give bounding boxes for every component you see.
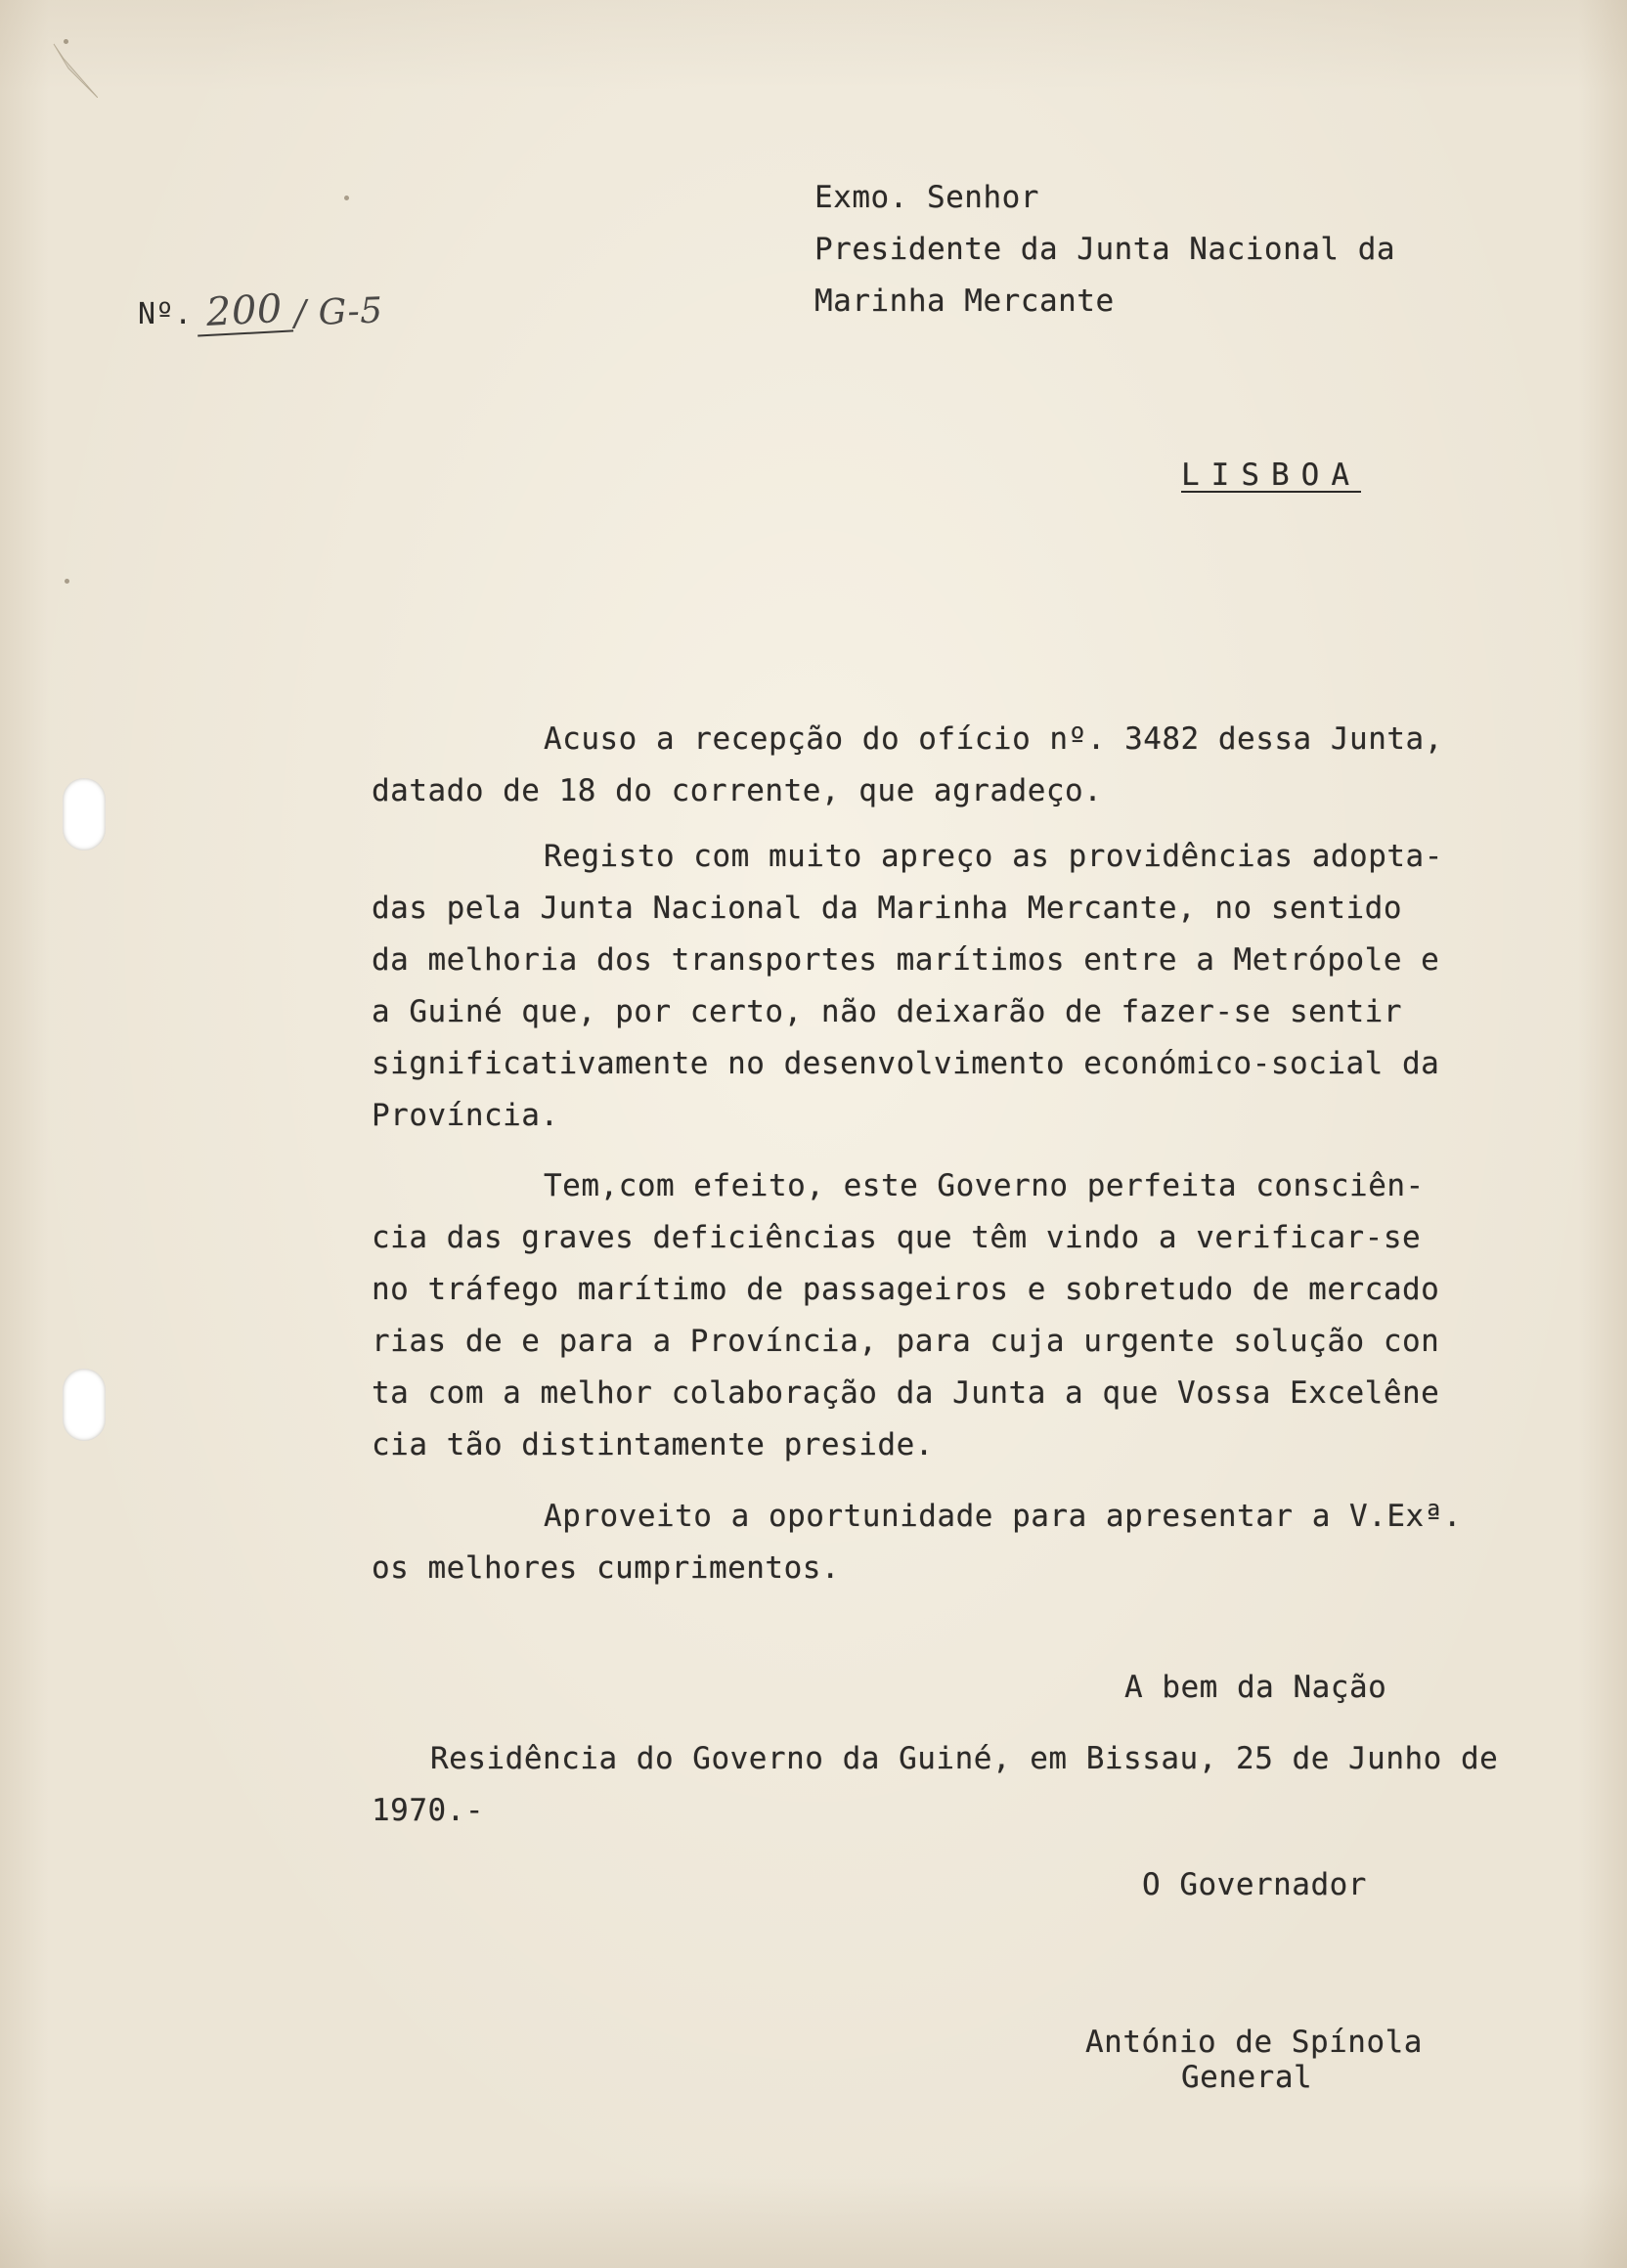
body-line: Acuso a recepção do ofício nº. 3482 dessa Junta,: [544, 721, 1443, 757]
reference-label: Nº.: [138, 297, 193, 331]
reference-number: [138, 284, 382, 344]
reference-handwritten-number: 200: [196, 286, 293, 336]
body-line: rias de e para a Província, para cuja urgente solução con: [372, 1324, 1440, 1359]
body-line: da melhoria dos transportes marítimos entre a Metrópole e: [372, 942, 1440, 978]
place-date-line: 1970.-: [372, 1793, 484, 1828]
reference-handwritten-suffix: / G-5: [292, 290, 383, 334]
body-line: Tem,com efeito, este Governo perfeita consciên-: [544, 1168, 1425, 1203]
paper-speck: [65, 579, 69, 584]
body-line: cia tão distintamente preside.: [372, 1427, 934, 1462]
signatory-name: António de Spínola: [1085, 2025, 1423, 2060]
place-date-line: Residência do Governo da Guiné, em Bissau, 25 de Junho de: [430, 1741, 1499, 1776]
body-line: Registo com muito apreço as providências adopta-: [544, 839, 1443, 874]
body-line: ta com a melhor colaboração da Junta a que Vossa Excelêne: [372, 1375, 1440, 1411]
punch-hole-lower: [63, 1369, 106, 1441]
body-line: significativamente no desenvolvimento económico-social da: [372, 1046, 1440, 1081]
addressee-line: Exmo. Senhor: [814, 180, 1039, 215]
addressee-line: Marinha Mercante: [814, 284, 1115, 319]
body-line: os melhores cumprimentos.: [372, 1550, 841, 1586]
body-line: cia das graves deficiências que têm vindo a verificar-se: [372, 1220, 1422, 1255]
body-line: Aproveito a oportunidade para apresentar a V.Exª.: [544, 1499, 1463, 1534]
signatory-title: O Governador: [1142, 1867, 1367, 1902]
addressee-block: [814, 172, 1395, 327]
addressee-line: Presidente da Junta Nacional da: [814, 232, 1396, 267]
body-line: a Guiné que, por certo, não deixarão de fazer-se sentir: [372, 994, 1402, 1029]
destination-city: LISBOA: [1181, 458, 1361, 493]
paper-speck: [344, 196, 349, 200]
closing-formula: A bem da Nação: [1124, 1670, 1387, 1705]
signatory-rank: General: [1181, 2060, 1313, 2095]
body-line: Província.: [372, 1098, 559, 1133]
body-line: no tráfego marítimo de passageiros e sobretudo de mercado: [372, 1272, 1440, 1307]
body-line: das pela Junta Nacional da Marinha Mercante, no sentido: [372, 891, 1402, 926]
body-line: datado de 18 do corrente, que agradeço.: [372, 773, 1103, 808]
paper-speck: [64, 39, 68, 44]
punch-hole-upper: [63, 778, 106, 850]
